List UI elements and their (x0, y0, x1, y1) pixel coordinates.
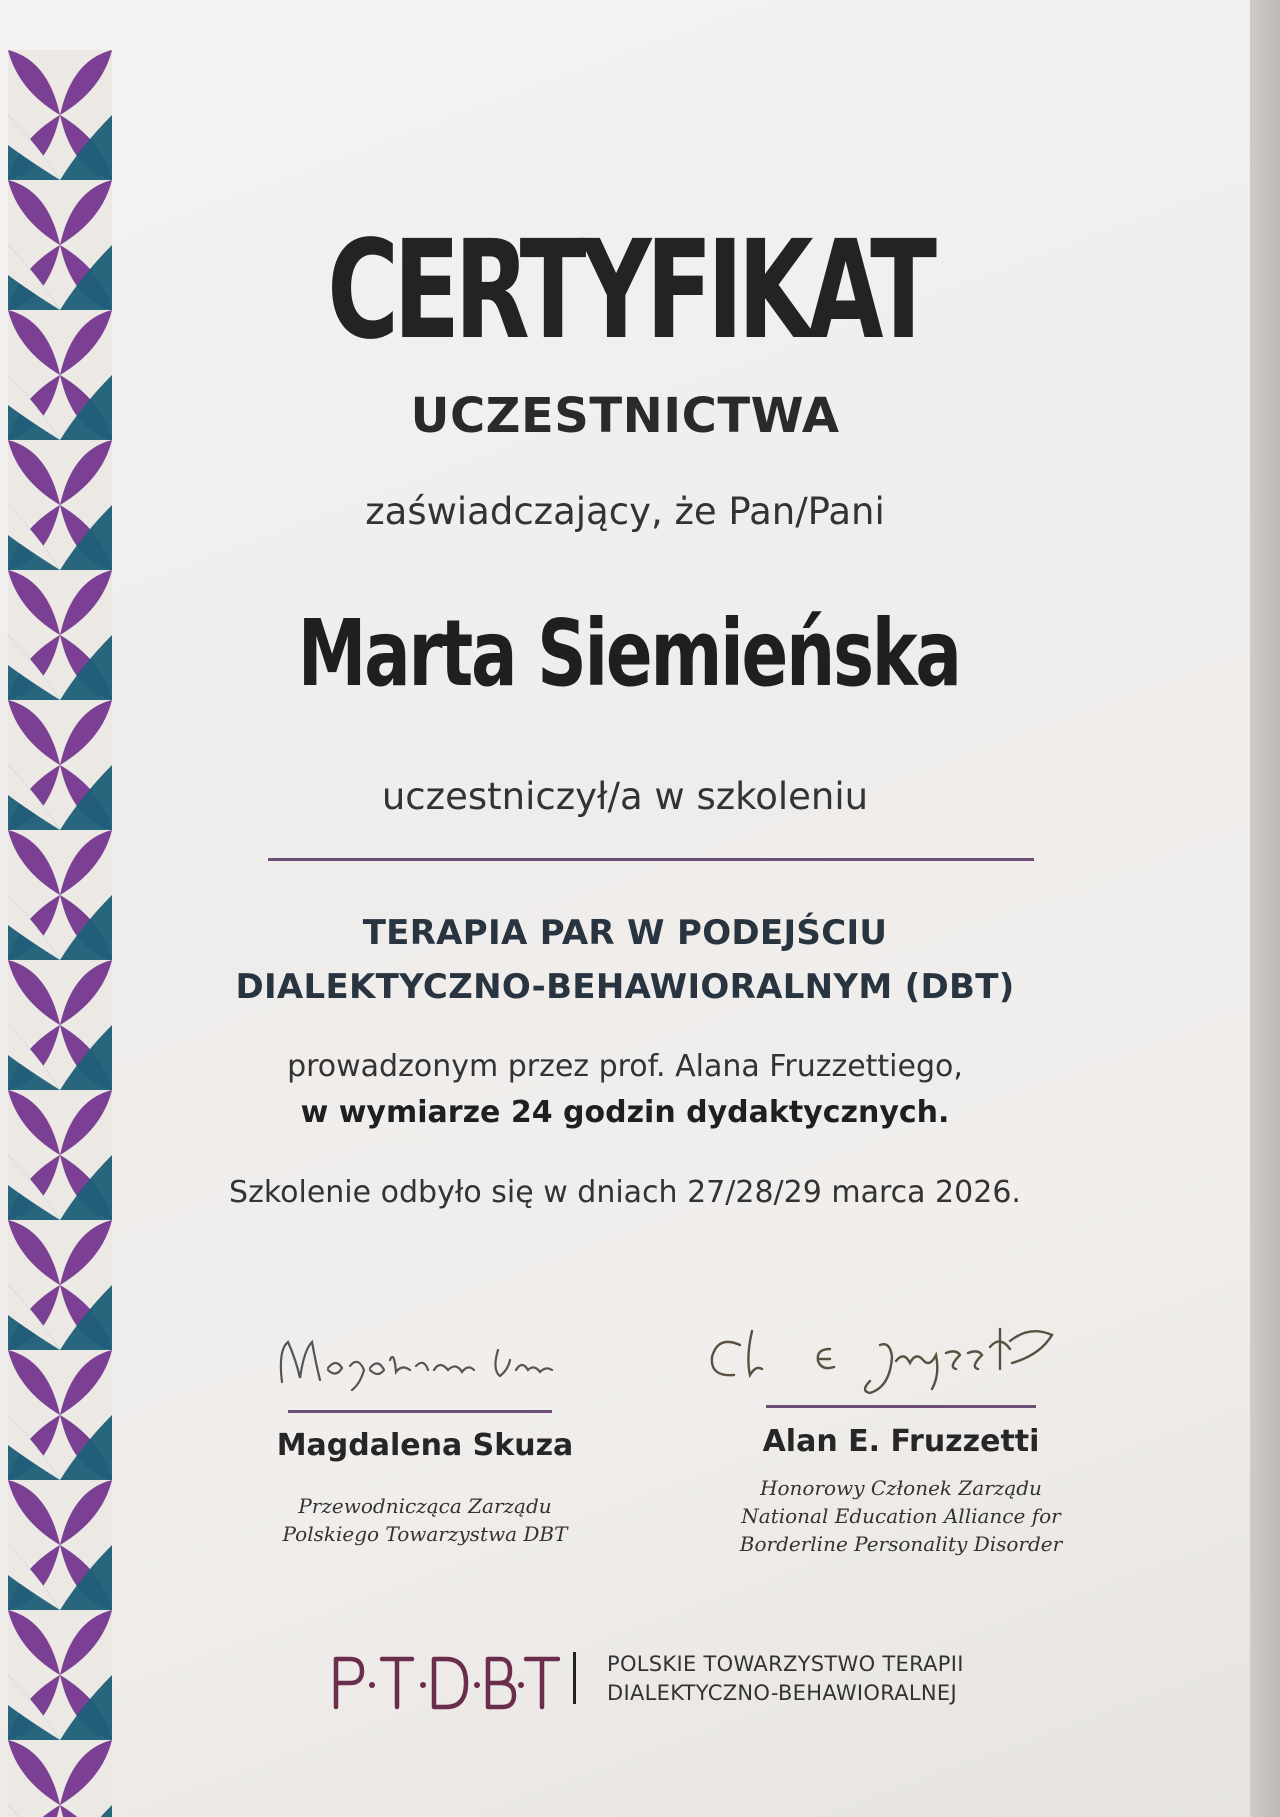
signature-fruzzetti (700, 1305, 1090, 1405)
signatory-role-fruzzetti (726, 1474, 1076, 1558)
divider (268, 858, 1034, 861)
signature-skuza (270, 1320, 570, 1400)
role-line: Honorowy Członek Zarządu (760, 1476, 1042, 1500)
signatory-name-fruzzetti: Alan E. Fruzzetti (762, 1424, 1040, 1459)
role-line: Polskiego Towarzystwa DBT (282, 1522, 568, 1546)
participant-name: Marta Siemieńska (297, 600, 960, 707)
org-line1: POLSKIE TOWARZYSTWO TERAPII (607, 1652, 964, 1676)
ptdbt-logo (330, 1645, 560, 1719)
course-title (0, 906, 1250, 1014)
hours-text: w wymiarze 24 godzin dydaktycznych. (300, 1095, 950, 1130)
certificate-subtitle: UCZESTNICTWA (410, 388, 840, 444)
participation-text: uczestniczył/a w szkoleniu (381, 775, 869, 818)
signatory-role-skuza (250, 1492, 600, 1548)
signature-line-fruzzetti (766, 1405, 1036, 1408)
led-by-text: prowadzonym przez prof. Alana Fruzzettiego, (287, 1049, 963, 1084)
signature-line-skuza (288, 1410, 552, 1413)
intro-text: zaświadczający, że Pan/Pani (365, 490, 885, 533)
date-text: Szkolenie odbyło się w dniach 27/28/29 marca 2026. (229, 1175, 1021, 1210)
signatory-name-skuza: Magdalena Skuza (276, 1428, 574, 1463)
organization-name (607, 1650, 964, 1708)
footer-separator (573, 1652, 576, 1704)
role-line: National Education Alliance for (741, 1504, 1061, 1528)
course-details (0, 1044, 1250, 1136)
role-line: Borderline Personality Disorder (739, 1532, 1063, 1556)
course-title-line2: DIALEKTYCZNO-BEHAWIORALNYM (DBT) (235, 967, 1015, 1007)
role-line: Przewodnicząca Zarządu (298, 1494, 552, 1518)
org-line2: DIALEKTYCZNO-BEHAWIORALNEJ (607, 1681, 957, 1705)
course-title-line1: TERAPIA PAR W PODEJŚCIU (362, 913, 888, 953)
page-edge-background (1250, 0, 1280, 1817)
certificate-title: CERTYFIKAT (327, 212, 932, 370)
